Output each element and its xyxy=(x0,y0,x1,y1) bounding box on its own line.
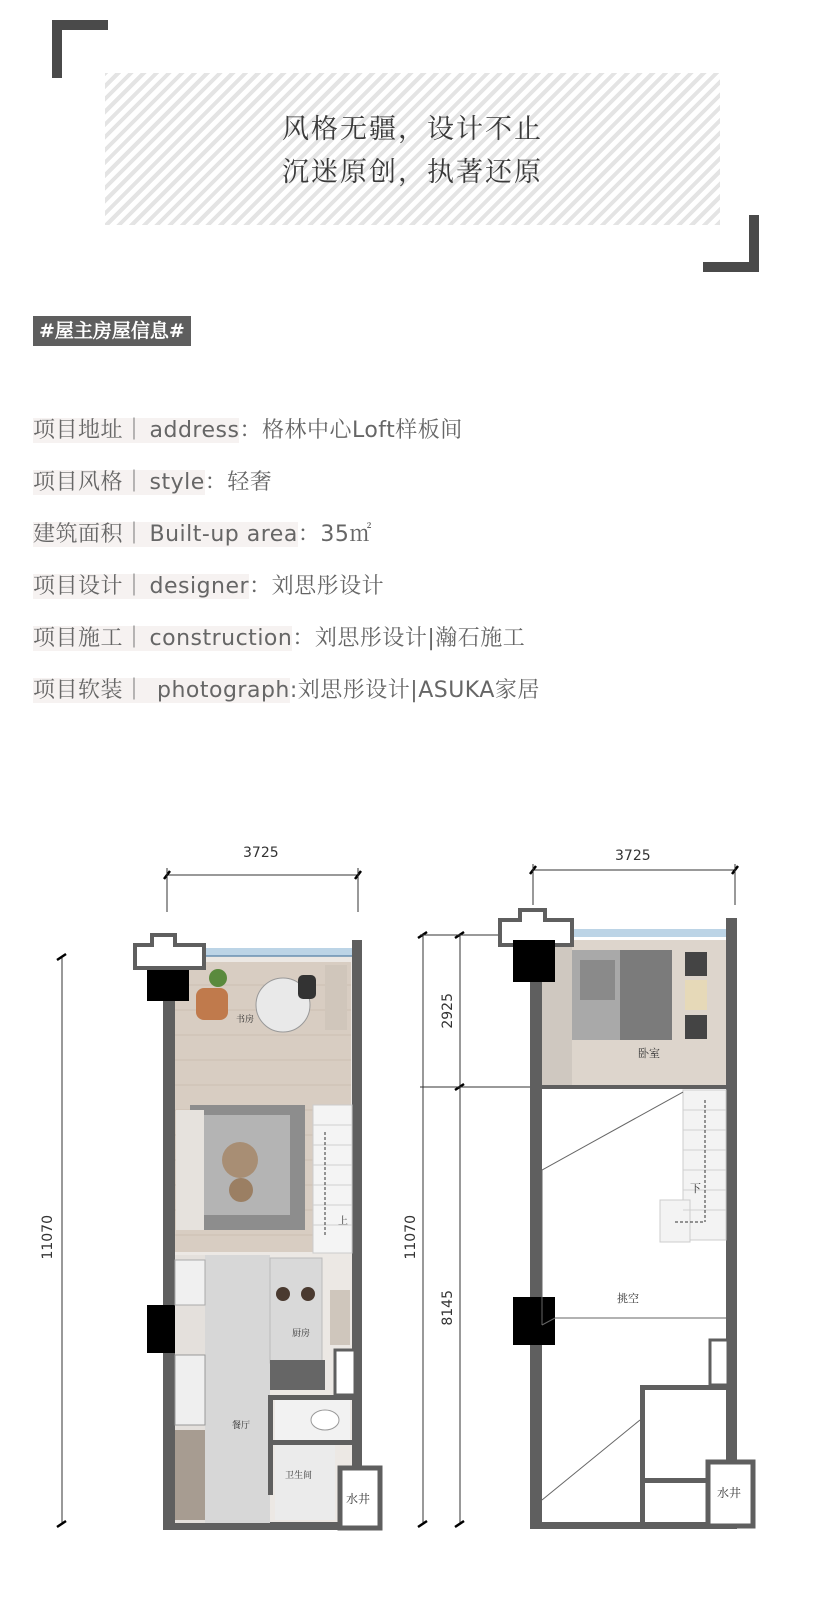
study-label: 书房 xyxy=(236,1015,255,1025)
upper-width-dimension: 3725 xyxy=(615,848,651,864)
info-row-designer: 项目设计｜ designer：刘思彤设计 xyxy=(33,574,385,599)
ground-floor-plan xyxy=(0,820,420,1600)
bedroom-label: 卧室 xyxy=(638,1047,660,1060)
stairs-down-label: 下 xyxy=(690,1182,701,1195)
top-left-corner-bracket-vertical xyxy=(52,20,62,78)
slogan-line-2: 沉迷原创，执著还原 xyxy=(282,157,543,188)
bottom-right-corner-bracket-vertical xyxy=(749,215,759,272)
ground-width-dimension: 3725 xyxy=(243,845,279,861)
slogan-hatched-banner xyxy=(105,73,720,225)
bath-label: 卫生间 xyxy=(285,1471,313,1481)
section-tag: #屋主房屋信息# xyxy=(33,316,191,346)
info-row-area: 建筑面积｜ Built-up area：35㎡ xyxy=(33,522,372,547)
info-row-style: 项目风格｜ style：轻奢 xyxy=(33,470,273,495)
ground-water-well-label: 水井 xyxy=(346,1492,371,1506)
upper-floor-plan xyxy=(400,820,827,1600)
upper-height-dimension: 11070 xyxy=(403,1215,419,1260)
dining-label: 餐厅 xyxy=(232,1421,251,1431)
upper-section-dimension: 2925 xyxy=(440,993,456,1029)
upper-water-well-label: 水井 xyxy=(717,1486,742,1500)
kitchen-label: 厨房 xyxy=(292,1329,311,1339)
stairs-up-label: 上 xyxy=(338,1216,348,1227)
slogan-line-1: 风格无疆，设计不止 xyxy=(282,114,543,145)
ground-height-dimension: 11070 xyxy=(40,1215,56,1260)
info-row-construction: 项目施工｜ construction：刘思彤设计|瀚石施工 xyxy=(33,626,526,651)
lower-section-dimension: 8145 xyxy=(440,1290,456,1326)
void-label: 挑空 xyxy=(617,1292,639,1305)
info-row-address: 项目地址｜ address：格林中心Loft样板间 xyxy=(33,418,463,443)
info-row-soft-furnishing: 项目软装｜ photograph:刘思彤设计|ASUKA家居 xyxy=(33,678,540,703)
